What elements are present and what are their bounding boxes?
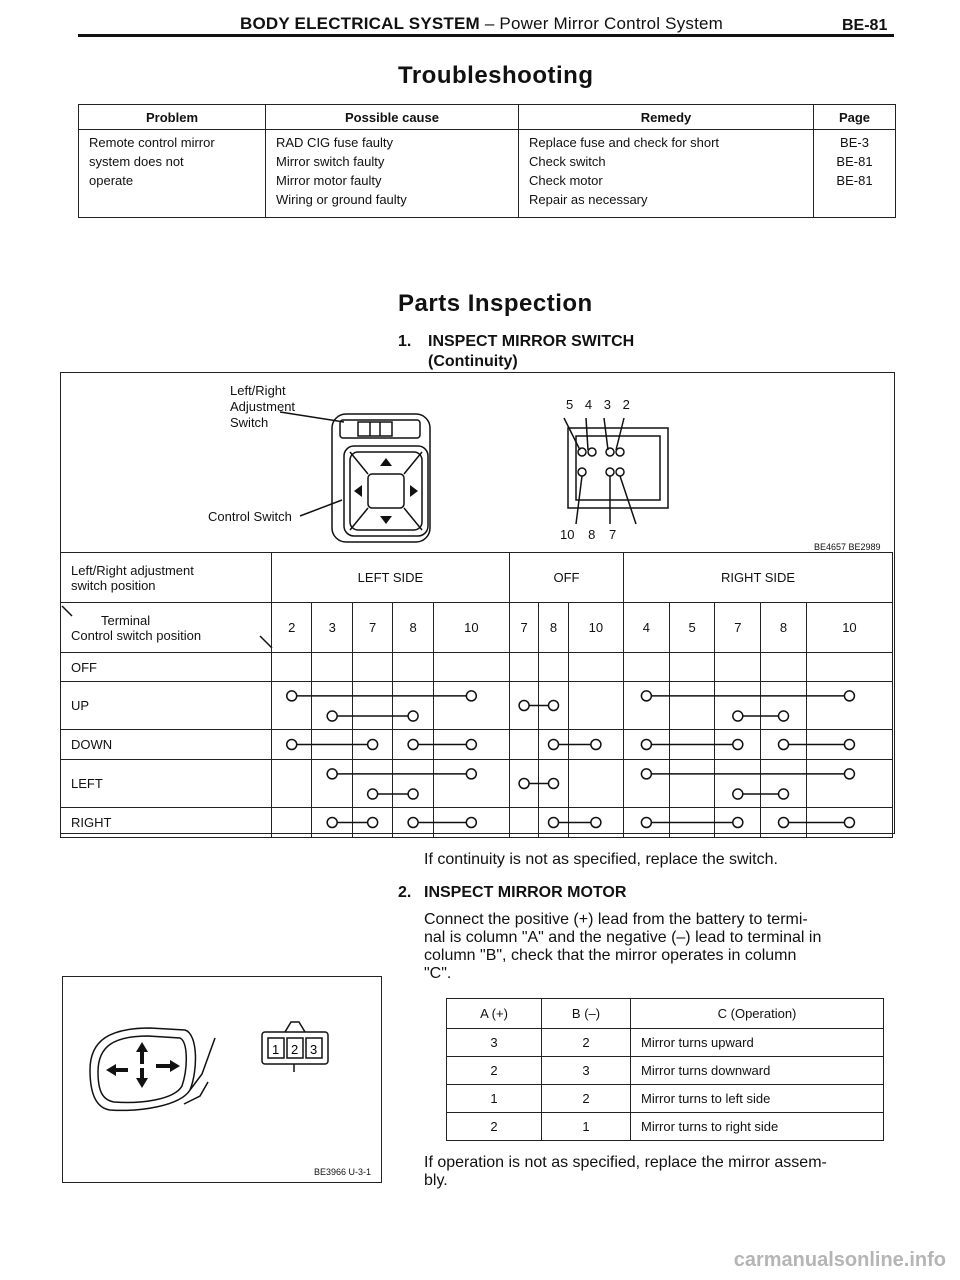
col-page: Page	[814, 105, 896, 130]
mirror-switch-drawing	[280, 400, 460, 550]
terminal-control-header: Terminal Control switch position	[61, 603, 272, 653]
motor-a: 1	[447, 1085, 542, 1113]
continuity-terminal-mark	[287, 691, 297, 701]
continuity-terminal-mark	[591, 740, 601, 750]
parts-inspection-title: Parts Inspection	[398, 290, 593, 317]
continuity-terminal-mark	[408, 711, 418, 721]
continuity-terminal-mark	[466, 740, 476, 750]
terminal-cell: 8	[539, 603, 568, 653]
terminal-cell: 8	[393, 603, 433, 653]
group-right-side: RIGHT SIDE	[624, 553, 893, 603]
continuity-terminal-mark	[844, 769, 854, 779]
pin-label-2: 2	[291, 1042, 299, 1057]
row-off: OFF	[61, 653, 272, 682]
continuity-terminal-mark	[733, 789, 743, 799]
continuity-terminal-mark	[844, 740, 854, 750]
continuity-terminal-mark	[733, 818, 743, 828]
motor-op: Mirror turns downward	[631, 1057, 884, 1085]
motor-note: If operation is not as specified, replace the mirror assem- bly.	[424, 1154, 827, 1189]
continuity-terminal-mark	[549, 818, 559, 828]
figure1-ref: BE4657 BE2989	[814, 542, 881, 552]
terminal-cell: 3	[312, 603, 352, 653]
continuity-terminal-mark	[641, 691, 651, 701]
continuity-terminal-mark	[779, 818, 789, 828]
pin-label-1: 1	[272, 1042, 280, 1057]
motor-table	[446, 998, 884, 1141]
adjust-position-header: Left/Right adjustment switch position	[61, 553, 272, 603]
row-right: RIGHT	[61, 808, 272, 838]
continuity-terminal-mark	[641, 740, 651, 750]
motor-op: Mirror turns to right side	[631, 1113, 884, 1141]
continuity-terminal-mark	[549, 701, 559, 711]
continuity-terminal-mark	[327, 711, 337, 721]
switch-note: If continuity is not as specified, replace the switch.	[424, 851, 778, 868]
continuity-terminal-mark	[408, 740, 418, 750]
pins-top-labels: 5 4 3 2	[566, 397, 630, 412]
control-switch-label: Control Switch	[208, 509, 292, 524]
motor-op: Mirror turns upward	[631, 1029, 884, 1057]
terminal-cell: 5	[669, 603, 715, 653]
continuity-symbols	[60, 552, 893, 842]
col-a: A (+)	[447, 999, 542, 1029]
col-problem: Problem	[79, 105, 266, 130]
step1-number: 1.	[398, 333, 412, 350]
continuity-terminal-mark	[327, 818, 337, 828]
motor-b: 1	[542, 1113, 631, 1141]
row-up: UP	[61, 682, 272, 730]
header-section: BODY ELECTRICAL SYSTEM	[240, 14, 480, 33]
adjustment-switch-label: Left/Right Adjustment Switch	[230, 383, 296, 430]
continuity-terminal-mark	[408, 789, 418, 799]
step2-instructions: Connect the positive (+) lead from the battery to termi- nal is column "A" and the negative (–) lead to terminal in column "B", check that the mirror operates in column "C".	[424, 911, 822, 982]
continuity-terminal-mark	[844, 818, 854, 828]
continuity-terminal-mark	[779, 711, 789, 721]
motor-op: Mirror turns to left side	[631, 1085, 884, 1113]
col-remedy: Remedy	[519, 105, 814, 130]
terminal-cell: 2	[272, 603, 312, 653]
row-left: LEFT	[61, 760, 272, 808]
continuity-terminal-mark	[641, 818, 651, 828]
terminal-cell: 7	[352, 603, 392, 653]
continuity-terminal-mark	[641, 769, 651, 779]
troubleshooting-title: Troubleshooting	[398, 62, 594, 89]
motor-b: 3	[542, 1057, 631, 1085]
col-cause: Possible cause	[266, 105, 519, 130]
continuity-terminal-mark	[549, 740, 559, 750]
watermark: carmanualsonline.info	[733, 1249, 946, 1271]
header-subtitle: – Power Mirror Control System	[484, 14, 724, 33]
terminal-cell: 8	[761, 603, 807, 653]
pins-bottom-labels: 10 8 7	[560, 527, 617, 542]
remedy-cell: Replace fuse and check for short Check switch Check motor Repair as necessary	[519, 130, 814, 218]
terminal-cell: 10	[433, 603, 509, 653]
terminal-cell: 7	[509, 603, 538, 653]
motor-a: 2	[447, 1113, 542, 1141]
continuity-terminal-mark	[779, 740, 789, 750]
page-header	[240, 14, 723, 34]
cause-cell: RAD CIG fuse faulty Mirror switch faulty Mirror motor faulty Wiring or ground faulty	[266, 130, 519, 218]
terminal-cell: 10	[806, 603, 892, 653]
continuity-terminal-mark	[466, 769, 476, 779]
continuity-terminal-mark	[779, 789, 789, 799]
continuity-terminal-mark	[466, 691, 476, 701]
continuity-terminal-mark	[844, 691, 854, 701]
col-c: C (Operation)	[631, 999, 884, 1029]
continuity-terminal-mark	[327, 769, 337, 779]
page-number: BE-81	[842, 17, 888, 34]
motor-b: 2	[542, 1029, 631, 1057]
terminal-cell: 10	[568, 603, 623, 653]
terminal-cell: 4	[624, 603, 670, 653]
continuity-terminal-mark	[408, 818, 418, 828]
row-down: DOWN	[61, 730, 272, 760]
page-cell: BE-3 BE-81 BE-81	[814, 130, 896, 218]
step2-number: 2.	[398, 884, 412, 901]
motor-a: 2	[447, 1057, 542, 1085]
figure2-ref: BE3966 U-3-1	[314, 1167, 372, 1177]
motor-a: 3	[447, 1029, 542, 1057]
switch-connector-drawing	[560, 412, 680, 532]
group-off: OFF	[509, 553, 623, 603]
continuity-terminal-mark	[733, 740, 743, 750]
continuity-terminal-mark	[287, 740, 297, 750]
continuity-terminal-mark	[519, 779, 529, 789]
continuity-terminal-mark	[519, 701, 529, 711]
terminal-cell: 7	[715, 603, 761, 653]
continuity-terminal-mark	[368, 789, 378, 799]
mirror-motor-drawing	[80, 1010, 370, 1120]
continuity-terminal-mark	[368, 740, 378, 750]
col-b: B (–)	[542, 999, 631, 1029]
pin-label-3: 3	[310, 1042, 318, 1057]
troubleshooting-table	[78, 104, 896, 218]
header-rule	[78, 34, 894, 37]
continuity-terminal-mark	[368, 818, 378, 828]
continuity-terminal-mark	[733, 711, 743, 721]
continuity-terminal-mark	[466, 818, 476, 828]
step2-heading: INSPECT MIRROR MOTOR	[424, 884, 627, 901]
problem-cell: Remote control mirror system does not operate	[79, 130, 266, 218]
continuity-terminal-mark	[591, 818, 601, 828]
motor-b: 2	[542, 1085, 631, 1113]
step1-heading: INSPECT MIRROR SWITCH (Continuity)	[428, 333, 635, 370]
group-left-side: LEFT SIDE	[272, 553, 510, 603]
continuity-terminal-mark	[549, 779, 559, 789]
